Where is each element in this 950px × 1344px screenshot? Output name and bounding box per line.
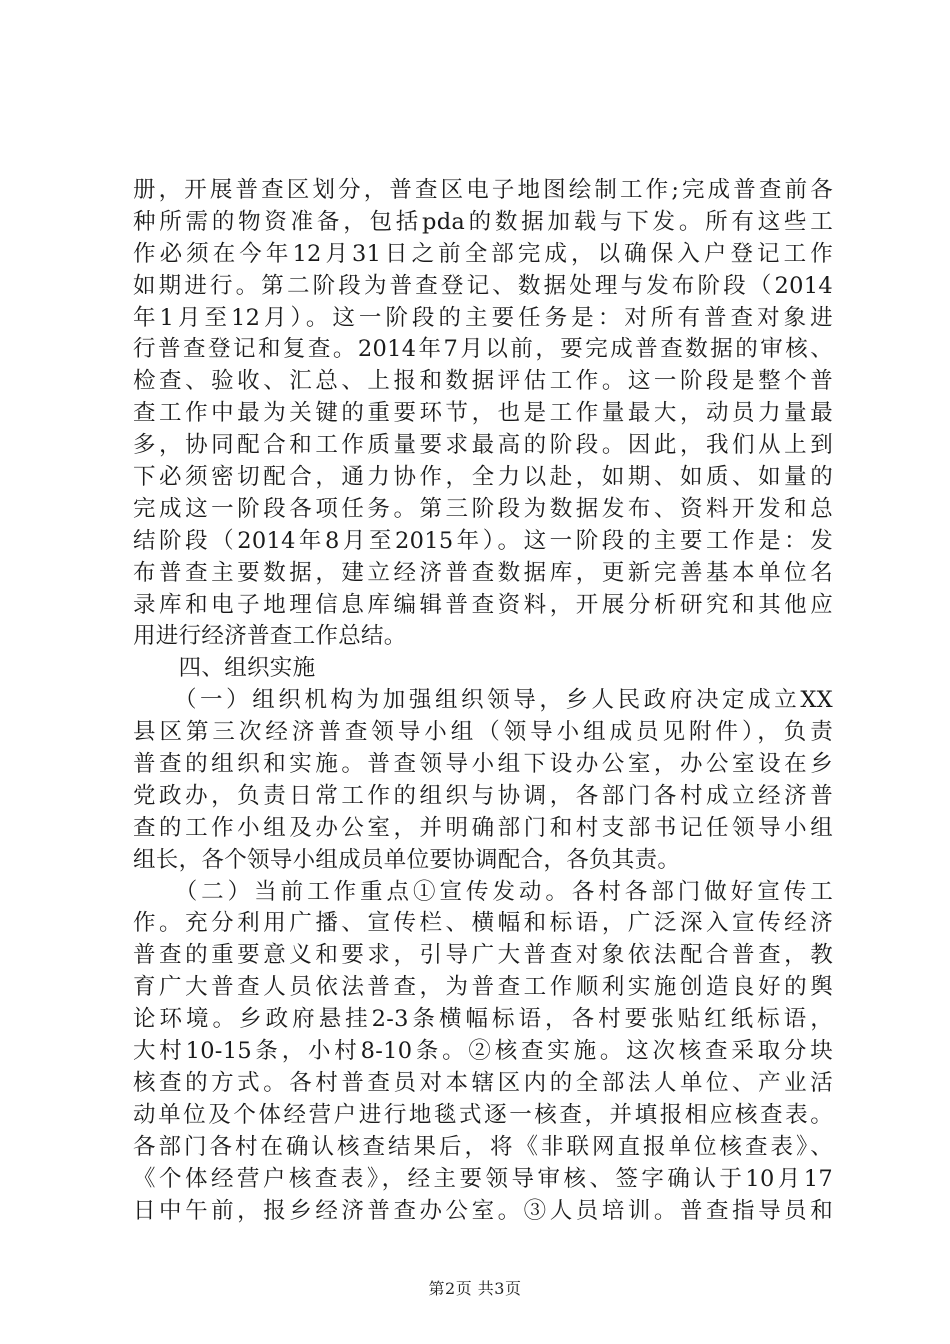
text-line: 如期进行。第二阶段为普查登记、数据处理与发布阶段（2014 [133,272,833,299]
text-line: 年1月至12月）。这一阶段的主要任务是：对所有普查对象进 [133,304,833,331]
text-line: 县区第三次经济普查领导小组（领导小组成员见附件），负责 [133,719,833,746]
text-line: 完成这一阶段各项任务。第三阶段为数据发布、资料开发和总 [133,495,833,522]
text-line: 大村10-15条，小村8-10条。②核查实施。这次核查采取分块 [133,1038,833,1065]
text-line: 用进行经济普查工作总结。 [133,623,407,650]
text-line: （二）当前工作重点①宣传发动。各村各部门做好宣传工 [133,878,833,905]
text-line: 核查的方式。各村普查员对本辖区内的全部法人单位、产业活 [133,1069,833,1096]
text-line: 录库和电子地理信息库编辑普查资料，开展分析研究和其他应 [133,591,833,618]
text-line: 日中午前，报乡经济普查办公室。③人员培训。普查指导员和 [133,1197,833,1224]
text-line: 作必须在今年12月31日之前全部完成，以确保入户登记工作 [133,240,833,267]
text-line: 普查的组织和实施。普查领导小组下设办公室，办公室设在乡 [133,751,833,778]
text-line: 普查的重要意义和要求，引导广大普查对象依法配合普查，教 [133,942,833,969]
text-line: 各部门各村在确认核查结果后，将《非联网直报单位核查表》、 [133,1133,833,1160]
text-line: 结阶段（2014年8月至2015年）。这一阶段的主要工作是：发 [133,527,833,554]
text-line: 《个体经营户核查表》，经主要领导审核、签字确认于10月17 [133,1165,833,1192]
page-footer: 第2页 共3页 [428,1279,522,1298]
text-line: 种所需的物资准备，包括pda的数据加载与下发。所有这些工 [133,208,833,235]
text-line: 查工作中最为关键的重要环节，也是工作量最大，动员力量最 [133,400,833,427]
text-line: 检查、验收、汇总、上报和数据评估工作。这一阶段是整个普 [133,368,833,395]
text-line: 作。充分利用广播、宣传栏、横幅和标语，广泛深入宣传经济 [133,910,833,937]
text-line: 动单位及个体经营户进行地毯式逐一核查，并填报相应核查表。 [133,1101,833,1128]
document-body [133,175,833,1227]
text-line: 查的工作小组及办公室，并明确部门和村支部书记任领导小组 [133,814,833,841]
text-line: 论环境。乡政府悬挂2-3条横幅标语，各村要张贴红纸标语， [133,1006,833,1033]
text-line: 册，开展普查区划分，普查区电子地图绘制工作;完成普查前各 [133,177,833,203]
text-line: 育广大普查人员依法普查，为普查工作顺利实施创造良好的舆 [133,974,833,1001]
text-line: 四、组织实施 [133,655,316,682]
text-line: 党政办，负责日常工作的组织与协调，各部门各村成立经济普 [133,782,833,809]
text-line: 组长，各个领导小组成员单位要协调配合，各负其责。 [133,846,681,873]
text-line: 行普查登记和复查。2014年7月以前，要完成普查数据的审核、 [133,336,833,363]
text-line: 多，协同配合和工作质量要求最高的阶段。因此，我们从上到 [133,432,833,459]
text-line: 布普查主要数据，建立经济普查数据库，更新完善基本单位名 [133,559,833,586]
text-line: 下必须密切配合，通力协作，全力以赴，如期、如质、如量的 [133,464,833,491]
text-line: （一）组织机构为加强组织领导，乡人民政府决定成立XX [133,687,833,714]
